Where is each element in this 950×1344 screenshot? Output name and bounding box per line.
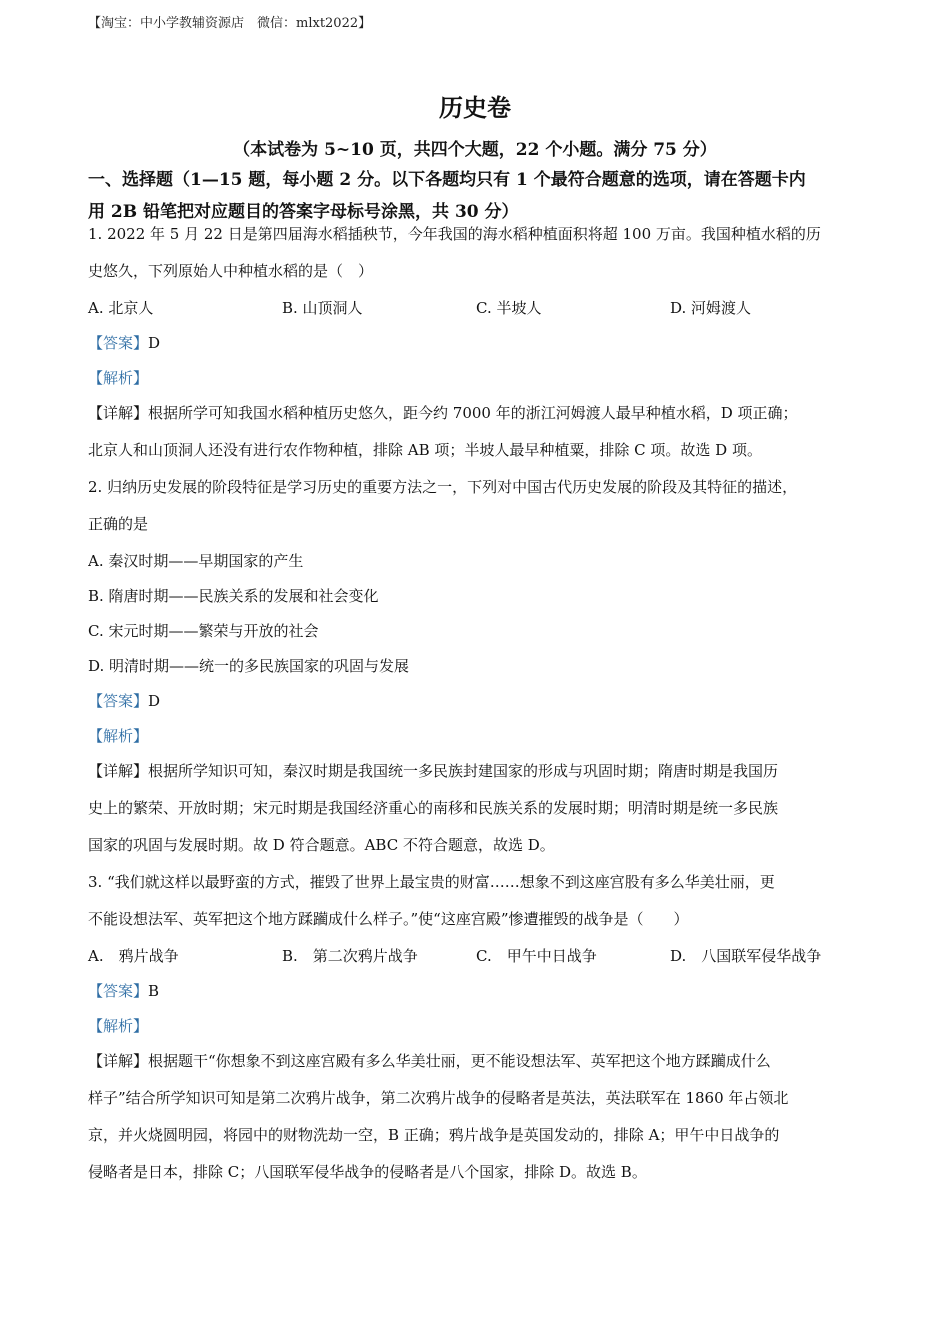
analysis-tag: 【解析】 <box>88 369 149 387</box>
option-d: D. 河姆渡人 <box>670 299 752 317</box>
option-a: A. 秦汉时期——早期国家的产生 <box>88 552 304 570</box>
question-2 <box>88 472 873 867</box>
answer-value: D <box>148 692 161 710</box>
answer-line <box>88 328 873 363</box>
option-b: B. 第二次鸦片战争 <box>282 947 418 965</box>
detail-text: 根据题干“你想象不到这座宫殿有多么华美壮丽，更不能设想法军、英军把这个地方蹂躏成什么 <box>148 1052 771 1070</box>
option-c: C. 半坡人 <box>476 299 542 317</box>
page-title: 历史卷 <box>439 93 511 122</box>
questions <box>88 219 873 1194</box>
analysis-tag: 【解析】 <box>88 1017 149 1035</box>
question-stem: 3. “我们就这样以最野蛮的方式，摧毁了世界上最宝贵的财富……想象不到这座宫股有多么华美壮丽，更 <box>88 873 775 891</box>
detail-tag: 【详解】 <box>88 762 149 780</box>
question-stem: 正确的是 <box>88 515 149 533</box>
analysis-line <box>88 1011 873 1046</box>
detail-text: 根据所学可知我国水稻种植历史悠久，距今约 7000 年的浙江河姆渡人最早种植水稻，D 项正确； <box>148 404 798 422</box>
question-1 <box>88 219 873 472</box>
analysis-tag: 【解析】 <box>88 727 149 745</box>
question-stem: 2. 归纳历史发展的阶段特征是学习历史的重要方法之一，下列对中国古代历史发展的阶段及其特征的描述， <box>88 478 798 496</box>
detail-tag: 【详解】 <box>88 1052 149 1070</box>
question-stem: 不能设想法军、英军把这个地方蹂躏成什么样子。”使“这座宫殿”惨遭摧毁的战争是（ ） <box>88 910 689 928</box>
section-heading-line-2: 用 2B 铅笔把对应题目的答案字母标号涂黑，共 30 分） <box>88 202 519 222</box>
analysis-line <box>88 721 873 756</box>
detail-line <box>88 1046 873 1083</box>
detail-line <box>88 398 873 435</box>
option-b: B. 隋唐时期——民族关系的发展和社会变化 <box>88 587 379 605</box>
answer-tag: 【答案】 <box>88 334 149 352</box>
detail-text: 根据所学知识可知，秦汉时期是我国统一多民族封建国家的形成与巩固时期；隋唐时期是我国历 <box>148 762 779 780</box>
section-heading-line-1: 一、选择题（1—15 题，每小题 2 分。以下各题均只有 1 个最符合题意的选项，请在答题卡内 <box>88 170 806 190</box>
answer-line <box>88 686 873 721</box>
option-d: D. 八国联军侵华战争 <box>670 947 822 965</box>
answer-tag: 【答案】 <box>88 692 149 710</box>
option-b: B. 山顶洞人 <box>282 299 363 317</box>
page-subtitle: （本试卷为 5~10 页，共四个大题，22 个小题。满分 75 分） <box>233 140 717 160</box>
option-a: A. 鸦片战争 <box>88 947 179 965</box>
question-stem: 1. 2022 年 5 月 22 日是第四届海水稻插秧节，今年我国的海水稻种植面积将超 100 万亩。我国种植水稻的历 <box>88 225 821 243</box>
options-row <box>88 941 873 976</box>
option-c: C. 宋元时期——繁荣与开放的社会 <box>88 622 319 640</box>
option-d: D. 明清时期——统一的多民族国家的巩固与发展 <box>88 657 410 675</box>
question-3 <box>88 867 873 1194</box>
answer-tag: 【答案】 <box>88 982 149 1000</box>
answer-line <box>88 976 873 1011</box>
option-c: C. 甲午中日战争 <box>476 947 597 965</box>
detail-line: 北京人和山顶洞人还没有进行农作物种植，排除 AB 项；半坡人最早种植粟，排除 C 项。故选 D 项。 <box>88 441 762 459</box>
answer-value: B <box>148 982 160 1000</box>
detail-line: 史上的繁荣、开放时期；宋元时期是我国经济重心的南移和民族关系的发展时期；明清时期是统一多民族 <box>88 799 779 817</box>
analysis-line <box>88 363 873 398</box>
detail-line <box>88 756 873 793</box>
page-header: 【淘宝：中小学教辅资源店 微信：mlxt2022】 <box>88 16 372 31</box>
detail-tag: 【详解】 <box>88 404 149 422</box>
detail-line: 样子”结合所学知识可知是第二次鸦片战争，第二次鸦片战争的侵略者是英法，英法联军在 1860 年占领北 <box>88 1089 789 1107</box>
answer-value: D <box>148 334 161 352</box>
options-row <box>88 293 873 328</box>
option-a: A. 北京人 <box>88 299 154 317</box>
detail-line: 侵略者是日本，排除 C；八国联军侵华战争的侵略者是八个国家，排除 D。故选 B。 <box>88 1163 647 1181</box>
question-stem: 史悠久，下列原始人中种植水稻的是（ ） <box>88 262 374 280</box>
detail-line: 京，并火烧圆明园，将园中的财物洗劫一空，B 正确；鸦片战争是英国发动的，排除 A；甲午中日战争的 <box>88 1126 780 1144</box>
detail-line: 国家的巩固与发展时期。故 D 符合题意。ABC 不符合题意，故选 D。 <box>88 836 555 854</box>
